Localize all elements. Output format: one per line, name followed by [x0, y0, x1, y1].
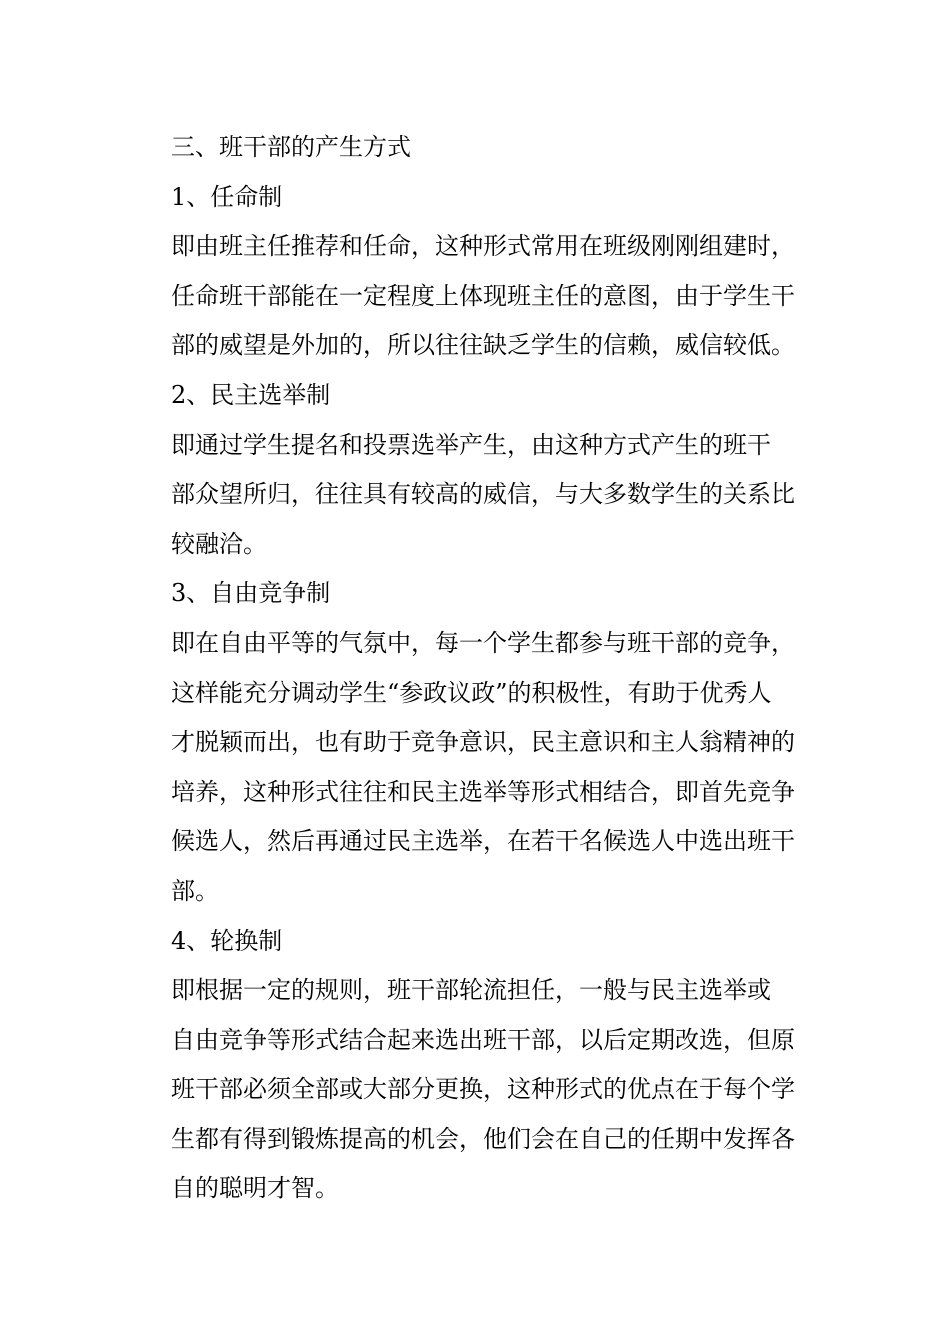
- section-title: 三、班干部的产生方式: [171, 133, 411, 161]
- paragraph-line: 即根据一定的规则，班干部轮流担任，一般与民主选举或: [171, 976, 771, 1005]
- paragraph-line: 培养，这种形式往往和民主选举等形式相结合，即首先竞争: [171, 777, 795, 806]
- paragraph-line: 部的威望是外加的，所以往往缺乏学生的信赖，威信较低。: [171, 331, 795, 360]
- method-paragraph: [147, 421, 827, 570]
- paragraph-line: 部。: [171, 876, 219, 905]
- paragraph-line: 候选人，然后再通过民主选举，在若干名候选人中选出班干: [171, 827, 795, 856]
- document-page: [147, 123, 827, 1214]
- method-paragraph: [147, 619, 827, 917]
- method-paragraph: [147, 222, 827, 371]
- paragraph-line: 较融洽。: [171, 529, 267, 558]
- paragraph-line: 这样能充分调动学生“参政议政”的积极性，有助于优秀人: [171, 678, 772, 707]
- paragraph-line: 班干部必须全部或大部分更换，这种形式的优点在于每个学: [171, 1075, 795, 1104]
- paragraph-line: 生都有得到锻炼提高的机会，他们会在自己的任期中发挥各: [171, 1124, 795, 1153]
- method-paragraph: [147, 966, 827, 1214]
- paragraph-line: 即在自由平等的气氛中，每一个学生都参与班干部的竞争，: [171, 628, 795, 657]
- paragraph-line: 即通过学生提名和投票选举产生，由这种方式产生的班干: [171, 430, 771, 459]
- method-heading: 3、自由竞争制: [171, 579, 331, 608]
- method-heading: 2、民主选举制: [171, 380, 331, 409]
- method-heading: 4、轮换制: [171, 926, 283, 955]
- paragraph-line: 部众望所归，往往具有较高的威信，与大多数学生的关系比: [171, 480, 795, 509]
- paragraph-line: 才脱颖而出，也有助于竞争意识，民主意识和主人翁精神的: [171, 728, 795, 757]
- paragraph-line: 即由班主任推荐和任命，这种形式常用在班级刚刚组建时，: [171, 232, 795, 261]
- paragraph-line: 任命班干部能在一定程度上体现班主任的意图，由于学生干: [171, 281, 795, 310]
- paragraph-line: 自的聪明才智。: [171, 1174, 339, 1203]
- method-heading: 1、任命制: [171, 182, 283, 211]
- paragraph-line: 自由竞争等形式结合起来选出班干部，以后定期改选，但原: [171, 1025, 795, 1054]
